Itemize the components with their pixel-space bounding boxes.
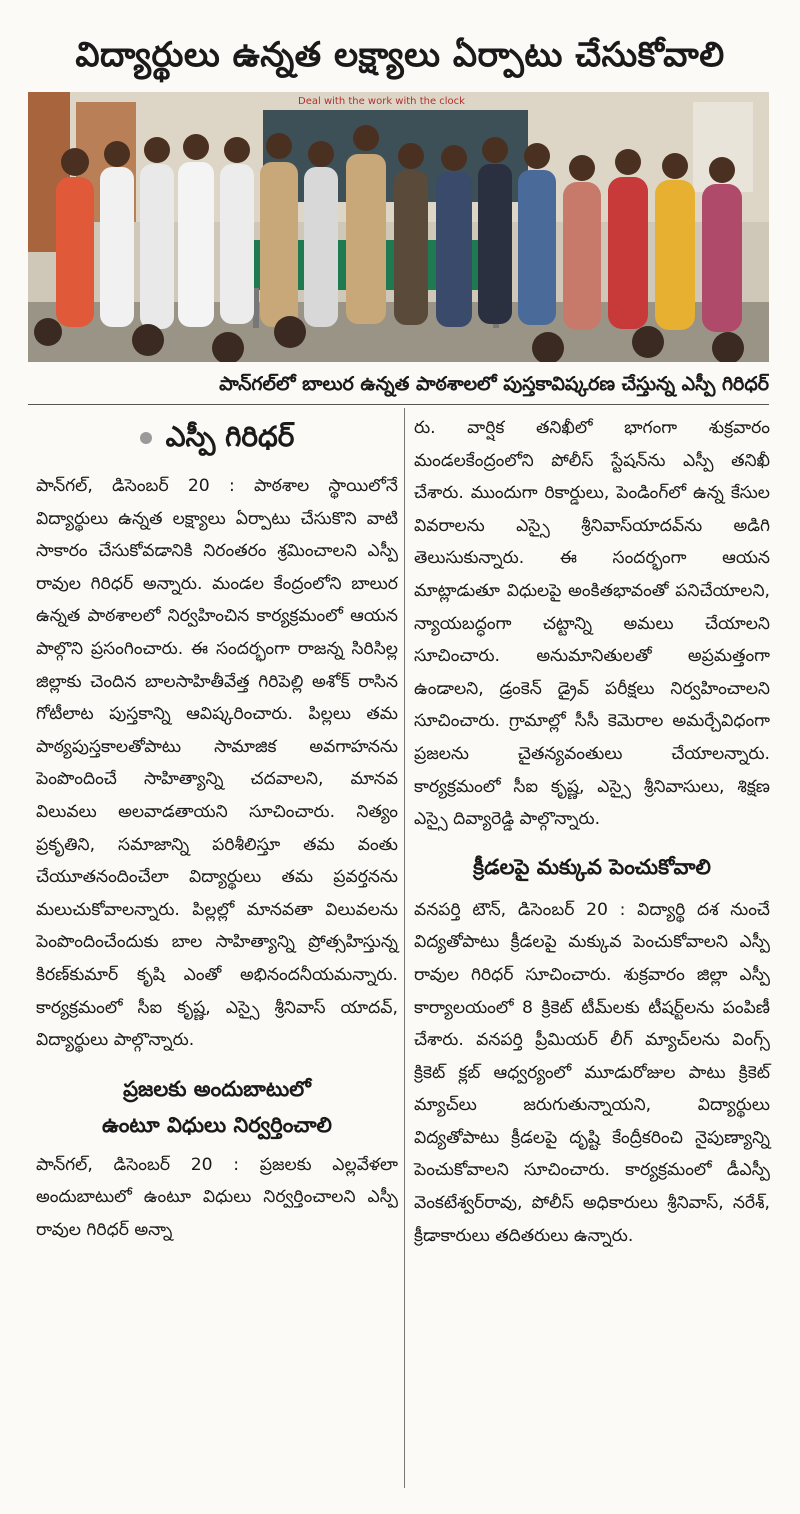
byline <box>36 412 398 462</box>
board-text: Deal with the work with the clock <box>298 96 465 107</box>
group-photo-illustration <box>28 92 769 362</box>
subheadline-line-1: ప్రజలకు అందుబాటులో <box>123 1076 311 1101</box>
subheadline-sports: క్రీడలపై మక్కువ పెంచుకోవాలి <box>473 854 711 879</box>
headline: విద్యార్థులు ఉన్నత లక్ష్యాలు ఏర్పాటు చేసుకోవాలి <box>75 35 725 75</box>
article-police-inspection-start: పాన్‌గల్, డిసెంబర్ 20 : ప్రజలకు ఎల్లవేళలా అందుబాటులో ఉంటూ విధులు నిర్వర్తించాలని ఎస్పీ రావుల గిరిధర్ అన్నా <box>36 1154 398 1240</box>
divider <box>28 404 769 405</box>
byline-text: ఎస్పీ గిరిధర్ <box>165 420 295 453</box>
article-police-inspection-continued: రు. వార్షిక తనిఖీలో భాగంగా శుక్రవారం మండలకేంద్రంలోని పోలీస్ స్టేషన్‌ను ఎస్పీ తనిఖీ చేశారు. ముందుగా రికార్డులు, పెండింగ్‌లో ఉన్న కేసుల వివరాలను ఎస్సై శ్రీనివాస్‌యాదవ్‌ను అడిగి తెలుసుకున్నారు. ఈ సందర్భంగా ఆయన మాట్లాడుతూ విధులపై అంకితభావంతో పనిచేయాలని, న్యాయబద్ధంగా చట్టాన్ని అమలు చేయాలని సూచించారు. అనుమానితులతో అప్రమత్తంగా ఉండాలని, డ్రంకెన్ డ్రైవ్ పరీక్షలు నిర్వహించాలని సూచించారు. గ్రామాల్లో సీసీ కెమెరాల అమర్చేవిధంగా ప్రజలను చైతన్యవంతులు చేయాలన్నారు. కార్యక్రమంలో సీఐ కృష్ణ, ఎస్సై శ్రీనివాసులు, శిక్షణ ఎస్సై దివ్యారెడ్డి పాల్గొన్నారు. <box>414 418 770 830</box>
subheadline-duties <box>36 1071 398 1143</box>
event-photo <box>28 92 769 362</box>
subheadline-line-2: ఉంటూ విధులు నిర్వర్తించాలి <box>102 1112 332 1137</box>
column-divider <box>404 408 405 1488</box>
photo-caption: పాన్‌గల్‌లో బాలుర ఉన్నత పాఠశాలలో పుస్తకావిష్కరణ చేస్తున్న ఎస్పీ గిరిధర్ <box>219 373 769 395</box>
article-sports: వనపర్తి టౌన్, డిసెంబర్ 20 : విద్యార్థి దశ నుంచే విద్యతోపాటు క్రీడలపై మక్కువ పెంచుకోవాలని ఎస్పీ రావుల గిరిధర్ సూచించారు. శుక్రవారం జిల్లా ఎస్పీ కార్యాలయంలో 8 క్రికెట్ టీమ్‌లకు టీషర్ట్‌లను పంపిణీ చేశారు. వనపర్తి ప్రీమియర్ లీగ్ మ్యాచ్‌లను వింగ్స్ క్రికెట్ క్లబ్ ఆధ్వర్యంలో మూడురోజుల పాటు క్రికెట్ మ్యాచ్‌లు జరుగుతున్నాయని, విద్యార్థులు విద్యతోపాటు క్రీడలపై దృష్టి కేంద్రీకరించి నైపుణ్యాన్ని పెంచుకోవాలని సూచించారు. కార్యక్రమంలో డీఎస్పీ వెంకటేశ్వర్‌రావు, పోలీస్ అధికారులు శ్రీనివాస్, నరేశ్, క్రీడాకారులు తదితరులు ఉన్నారు. <box>414 899 770 1246</box>
right-column <box>414 412 770 1252</box>
left-column <box>36 412 398 1246</box>
bullet-icon <box>140 432 152 444</box>
article-school-event: పాన్‌గల్, డిసెంబర్ 20 : పాఠశాల స్థాయిలోనే విద్యార్థులు ఉన్నత లక్ష్యాలు ఏర్పాటు చేసుకొని వాటి సాకారం చేసుకోవడానికి నిరంతరం శ్రమించాలని ఎస్పీ రావుల గిరిధర్ అన్నారు. మండల కేంద్రంలోని బాలుర ఉన్నత పాఠశాలలో నిర్వహించిన కార్యక్రమంలో ఆయన పాల్గొని ప్రసంగించారు. ఈ సందర్భంగా రాజన్న సిరిసిల్ల జిల్లాకు చెందిన బాలసాహితీవేత్త గిరిపెల్లి అశోక్ రాసిన గోటీలాట పుస్తకాన్ని ఆవిష్కరించారు. పిల్లలు తమ పాఠ్యపుస్తకాలతోపాటు సామాజిక అవగాహనను పెంపొందించే సాహిత్యాన్ని చదవాలని, మానవ విలువలు అలవాడతాయని సూచించారు. నిత్యం ప్రకృతిని, సమాజాన్ని పరిశీలిస్తూ తమ వంతు చేయూతనందించేలా విద్యార్థులు తమ ప్రవర్తనను మలుచుకోవాలన్నారు. పిల్లల్లో మానవతా విలువలను పెంపొందించేందుకు బాల సాహిత్యాన్ని ప్రోత్సహిస్తున్న కిరణ్‌కుమార్ కృషి ఎంతో అభినందనీయమన్నారు. కార్యక్రమంలో సీఐ కృష్ణ, ఎస్సై శ్రీనివాస్ యాదవ్, విద్యార్థులు పాల్గొన్నారు. <box>36 476 398 1051</box>
